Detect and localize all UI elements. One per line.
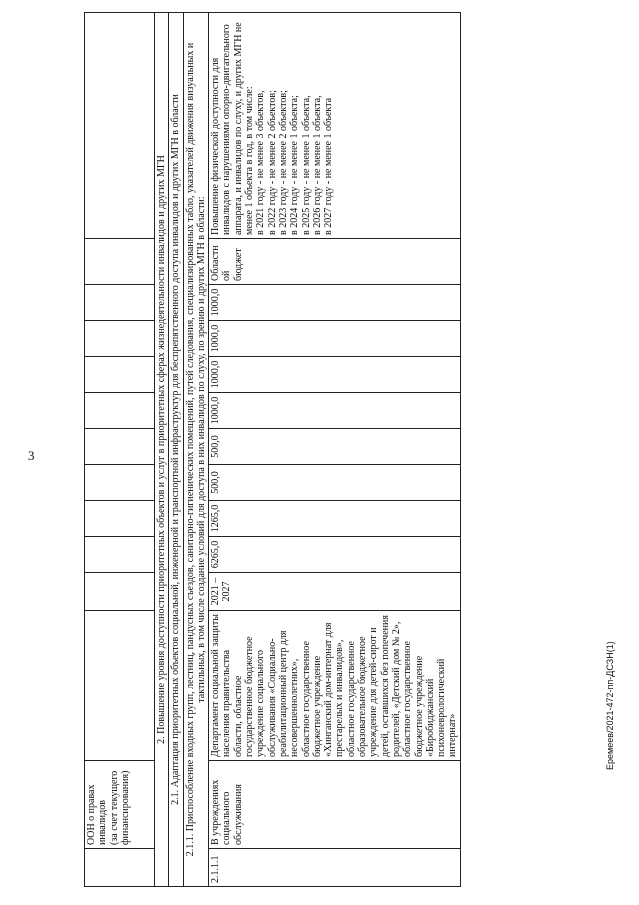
row-measure-name: В учреждениях социального обслуживания	[209, 761, 461, 849]
row-period: 2021 – 2027	[209, 573, 461, 611]
program-table	[84, 12, 461, 887]
row-value-2027: 1000,0	[209, 285, 461, 321]
section-heading-2: 2. Повышение уровня доступности приоритетных объектов и услуг в приоритетных сферах жизнедеятельности инвалидов и других МГН	[155, 13, 169, 887]
row-value-2023: 500,0	[209, 429, 461, 465]
row-value-2022: 500,0	[209, 465, 461, 501]
table-cell	[85, 239, 155, 285]
table-row	[209, 13, 461, 887]
row-funding-source: Областной бюджет	[209, 239, 461, 285]
table-cell	[85, 357, 155, 393]
row-value-2025: 1000,0	[209, 357, 461, 393]
row-number: 2.1.1.1	[209, 849, 461, 887]
table-cell	[85, 429, 155, 465]
section-row-2	[155, 13, 169, 887]
table-row-continuation	[85, 13, 155, 887]
rotated-table-container	[84, 13, 495, 887]
row-value-2021: 1265,0	[209, 501, 461, 537]
row-expected-result: Повышение физической доступности для инвалидов с нарушениями опорно-двигательного аппарата, и инвалидов по слуху, и других МГН не менее 1 объекта в год, в том числе: в 2021 году - не менее 3 объектов, в 2022 году - не менее 2 объектов; в 2023 году - не менее 2 объектов; в 2024 году - не менее 1 объекта; в 2025 году - не менее 1 объекта, в 2026 году - не менее 1 объекта, в 2027 году - не менее 1 объекта	[209, 13, 461, 239]
table-cell	[85, 285, 155, 321]
section-heading-2-1-1: 2.1.1. Приспособление входных групп, лестниц, пандусных съездов, санитарно-гигиенических помещений, путей следования, специализированных табло, указателей движения визуальных и тактильных, в том числе создание условий для доступа в них инвалидов по слуху, по зрению и других МГН в области:	[183, 13, 209, 887]
page-number: 3	[28, 448, 35, 463]
convention-cell: ООН о правах инвалидов (за счет текущего финансирования)	[85, 761, 155, 849]
document-footer-code: Еремеев/2021-472-пп-ДСЗН(1)	[605, 641, 615, 770]
table-cell	[85, 573, 155, 611]
table-cell	[85, 849, 155, 887]
section-row-2-1	[169, 13, 183, 887]
section-heading-2-1: 2.1. Адаптация приоритетных объектов социальной, инженерной и транспортной инфраструктур для беспрепятственного доступа инвалидов и других МГН в области	[169, 13, 183, 887]
table-cell	[85, 321, 155, 357]
table-cell	[85, 501, 155, 537]
row-value-2024: 1000,0	[209, 393, 461, 429]
table-cell	[85, 465, 155, 501]
row-value-2026: 1000,0	[209, 321, 461, 357]
row-value-total: 6265,0	[209, 537, 461, 573]
table-cell	[85, 611, 155, 761]
table-cell	[85, 13, 155, 239]
row-executor: Департамент социальной защиты населения правительства области, областное государственное бюджетное учреждение социального обслуживания «Социально-реабилитационный центр для несовершеннолетних», областное государственное бюджетное учреждение «Хинганский дом-интернат для престарелых и инвалидов», областное государственное образовательное бюджетное учреждение для детей-сирот и детей, оставшихся без попечения родителей, «Детский дом № 2», областное государственное бюджетное учреждение «Биробиджанский психоневрологический интернат»	[209, 611, 461, 761]
table-cell	[85, 393, 155, 429]
section-row-2-1-1	[183, 13, 209, 887]
table-cell	[85, 537, 155, 573]
